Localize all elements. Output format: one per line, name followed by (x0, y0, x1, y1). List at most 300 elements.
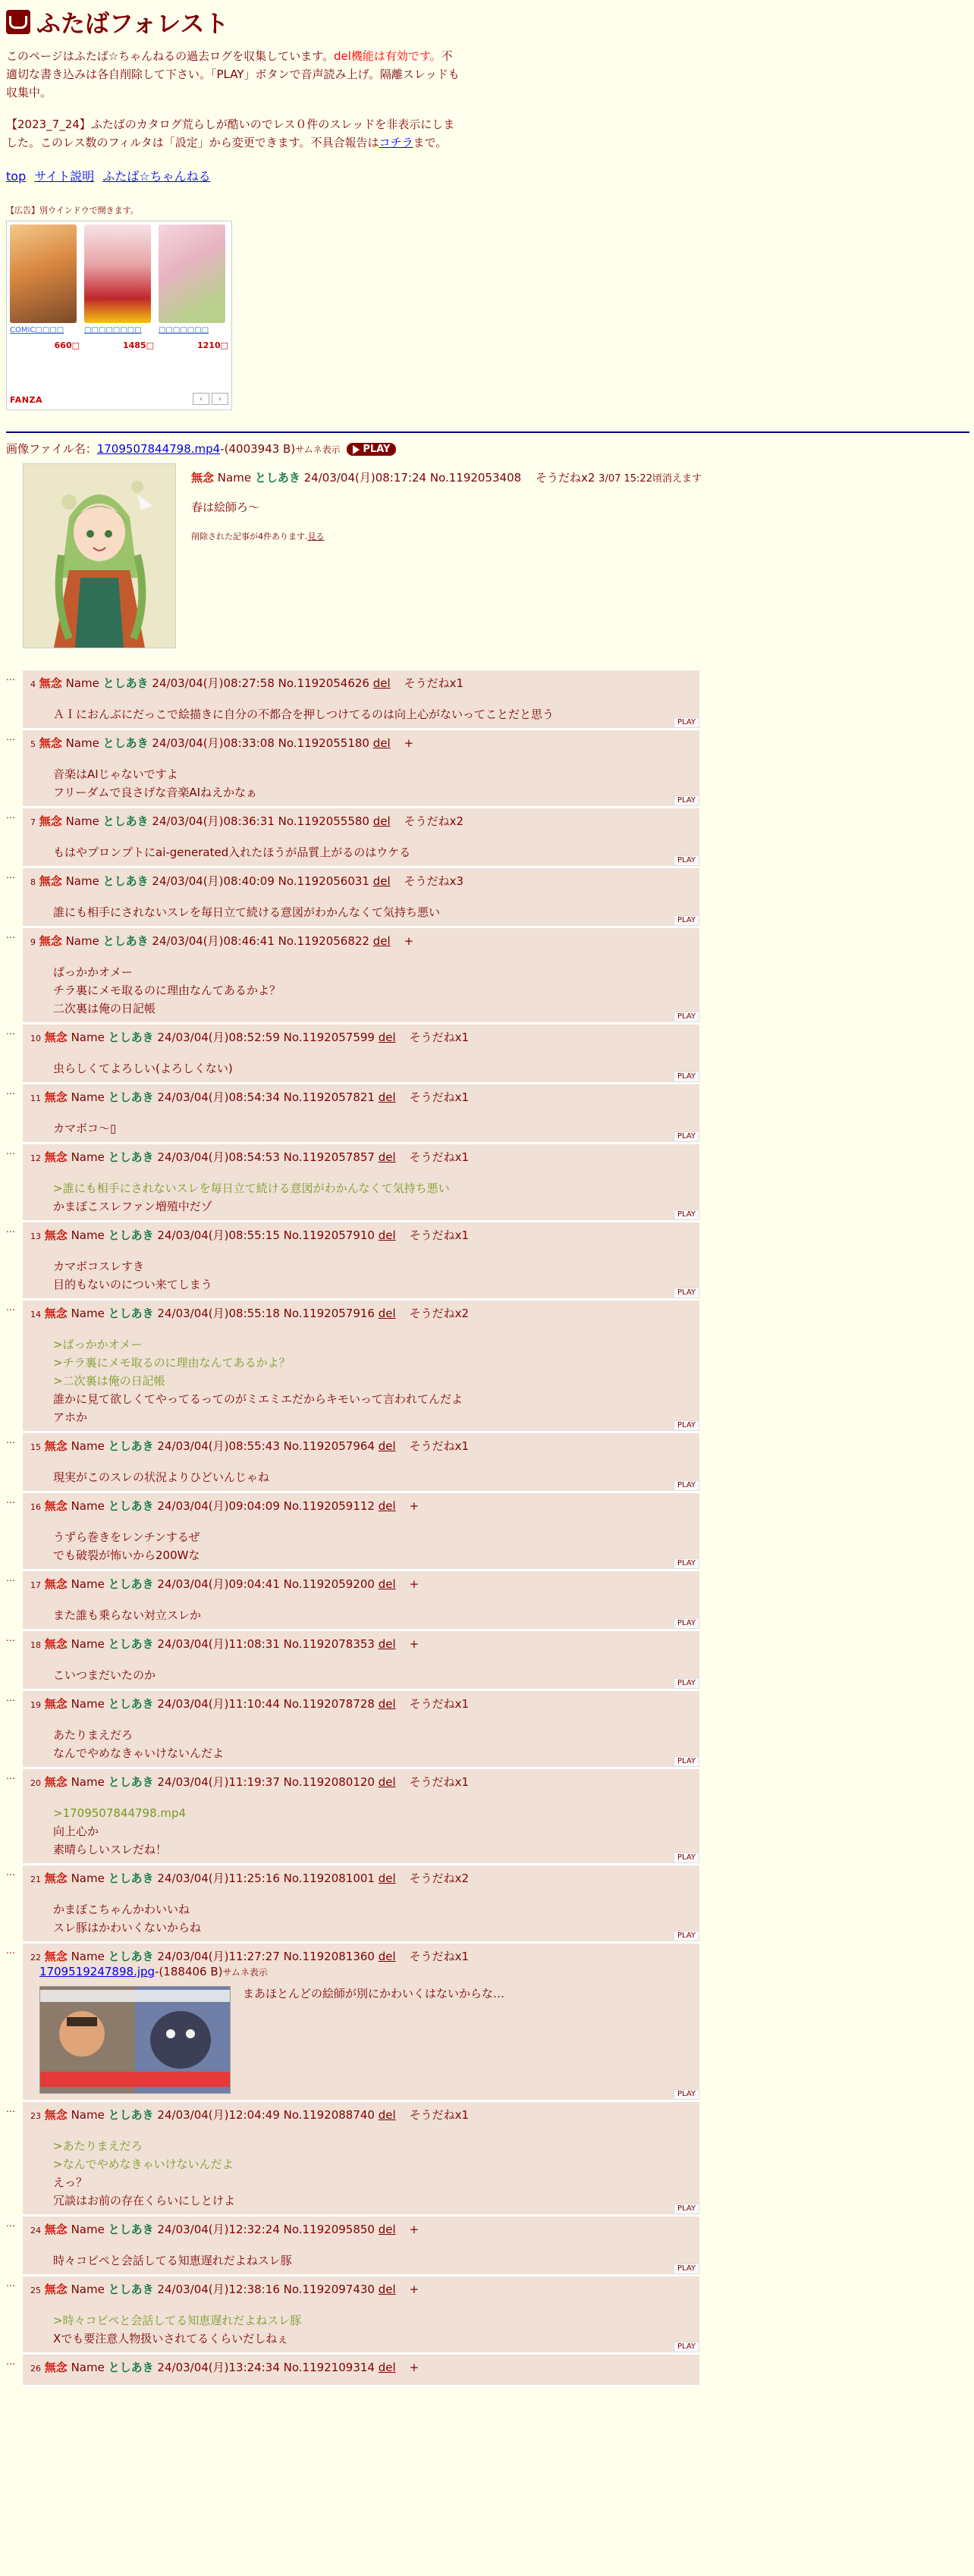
reply-header (30, 1498, 419, 1514)
ad-cover-image[interactable] (159, 224, 225, 323)
name-label: Name (65, 736, 99, 750)
soudane-button[interactable]: そうだねx1 (409, 1150, 470, 1164)
reply-header (30, 735, 413, 751)
reply-play-button[interactable]: PLAY (674, 1288, 699, 1298)
reply-play-button[interactable]: PLAY (674, 1756, 699, 1767)
reply-indent-dots: … (6, 2356, 14, 2367)
soudane-button[interactable]: そうだねx2 (404, 814, 464, 828)
reply-header (30, 2107, 469, 2123)
op-play-button[interactable] (347, 443, 396, 456)
reply-indent-dots: … (6, 1302, 14, 1313)
ad-prev-button[interactable]: ‹ (193, 393, 209, 405)
reply-play-button[interactable]: PLAY (674, 1678, 699, 1689)
show-deleted-link[interactable]: 見る (307, 532, 325, 541)
message-line: 誰にも相手にされないスレを毎日立て続ける意図がわかんなくて気持ち悪い (53, 905, 441, 919)
reply-subject: 無念 (44, 1031, 68, 1044)
del-link[interactable]: del (378, 1150, 396, 1164)
fanza-logo[interactable]: FANZA (10, 395, 42, 405)
intro-text-a: このページはふたば☆ちゃんねるの過去ログを収集しています。 (6, 49, 334, 63)
reply-box (23, 808, 699, 868)
reply-number: 11 (30, 1093, 41, 1103)
del-link[interactable]: del (378, 2283, 396, 2296)
ad-cover-image[interactable] (84, 224, 151, 323)
reply-box (23, 2102, 699, 2217)
op-poster-name: としあき (254, 471, 300, 485)
reply-thumbnail-art (40, 1987, 230, 2093)
message-line: あたりまえだろ (53, 1728, 134, 1742)
reply-indent-dots: … (6, 1146, 14, 1156)
del-link[interactable]: del (378, 1090, 396, 1104)
reply-number: 7 (30, 817, 36, 827)
reply-box (23, 1571, 699, 1631)
reply-number: 20 (30, 1778, 41, 1788)
reply-poster-name: としあき (108, 1697, 154, 1711)
reply-box (23, 1144, 699, 1222)
reply-subject: 無念 (44, 1697, 68, 1711)
deleted-notice-text: 削除された記事が4件あります. (191, 532, 308, 541)
reply-box (23, 1084, 699, 1144)
reply-poster-name: としあき (108, 2283, 154, 2296)
soudane-button[interactable]: そうだねx1 (409, 1228, 470, 1242)
reply-indent-dots: … (6, 1224, 14, 1235)
message-line: なんでやめなきゃいけないんだよ (53, 1746, 225, 1760)
op-header (191, 469, 702, 485)
name-label: Name (71, 2108, 105, 2122)
reply-subject: 無念 (44, 2283, 68, 2296)
reply-subject: 無念 (44, 1090, 68, 1104)
reply-header (30, 2221, 419, 2237)
ad-next-button[interactable]: › (212, 393, 228, 405)
reply-message (53, 2137, 235, 2210)
reply-datetime: 24/03/04(月)09:04:09 No.1192059112 (157, 1499, 375, 1513)
reply-number: 19 (30, 1700, 41, 1710)
reply-header (30, 1576, 419, 1592)
reply-indent-dots: … (6, 1633, 14, 1643)
reply-number: 13 (30, 1232, 41, 1241)
reply-subject: 無念 (44, 2361, 68, 2374)
message-line: カマボコ〜▯ (53, 1122, 117, 1135)
reply-indent-dots: … (6, 1026, 14, 1037)
reply-box (23, 1222, 699, 1301)
ad-item[interactable] (159, 224, 228, 350)
reply-poster-name: としあき (108, 1499, 154, 1513)
nav-futaba-link[interactable]: ふたば☆ちゃんねる (102, 169, 211, 184)
reply-play-button[interactable]: PLAY (674, 1931, 699, 1941)
del-link[interactable]: del (372, 934, 391, 948)
reply-number: 17 (30, 1580, 41, 1590)
nav-links (6, 167, 968, 184)
reply-indent-dots: … (6, 2104, 14, 2114)
name-label: Name (71, 2223, 105, 2236)
message-line: まあほとんどの絵師が別にかわいくはないからな… (243, 1987, 505, 2000)
message-line: ばっかかオメー (53, 965, 133, 979)
name-label: Name (71, 1577, 105, 1591)
message-line: チラ裏にメモ取るのに理由なんてあるかよ？ (53, 984, 281, 997)
message-line: 向上心か (53, 1825, 99, 1838)
site-title: ふたばフォレスト (36, 9, 229, 38)
message-line: 音楽はAIじゃないですよ (53, 767, 178, 781)
reply-message (53, 1059, 233, 1078)
reply-datetime: 24/03/04(月)12:38:16 No.1192097430 (157, 2283, 375, 2296)
reply-poster-name: としあき (108, 1090, 154, 1104)
reply-poster-name: としあき (102, 736, 149, 750)
op-play-label: PLAY (363, 444, 391, 455)
reply-message (53, 2311, 301, 2348)
reply-box (23, 2217, 699, 2276)
name-label: Name (65, 676, 99, 690)
reply-play-button[interactable]: PLAY (674, 1012, 699, 1022)
ad-item-name[interactable]: □□□□□□□□ (84, 326, 142, 334)
reply-indent-dots: … (6, 672, 14, 682)
reply-poster-name: としあき (108, 1228, 154, 1242)
reply-datetime: 24/03/04(月)11:19:37 No.1192080120 (157, 1775, 375, 1789)
reply-post (6, 670, 699, 730)
name-label: Name (71, 1775, 105, 1789)
reply-number: 23 (30, 2111, 41, 2121)
soudane-button[interactable]: そうだねx3 (404, 874, 464, 888)
reply-subject: 無念 (44, 1150, 68, 1164)
soudane-button[interactable]: そうだねx1 (409, 1031, 470, 1044)
ad-label: 【広告】別ウインドウで開きます。 (6, 206, 139, 215)
name-label: Name (71, 2361, 105, 2374)
reply-datetime: 24/03/04(月)08:55:15 No.1192057910 (157, 1228, 375, 1242)
reply-post (6, 2276, 699, 2355)
reply-play-button[interactable]: PLAY (674, 1853, 699, 1863)
reply-poster-name: としあき (108, 1031, 154, 1044)
del-link[interactable]: del (378, 2108, 396, 2122)
reply-box (23, 1691, 699, 1769)
reply-post (6, 1084, 699, 1144)
quote-line: >あたりまえだろ (53, 2139, 143, 2153)
reply-header (30, 1870, 469, 1886)
del-link[interactable]: del (378, 1577, 396, 1591)
reply-play-button[interactable]: PLAY (674, 915, 699, 926)
soudane-button[interactable]: そうだねx2 (409, 1872, 470, 1885)
reply-datetime: 24/03/04(月)11:27:27 No.1192081360 (157, 1950, 375, 1963)
message-line: うずら巻きをレンチンするぜ (53, 1530, 200, 1544)
reply-poster-name: としあき (102, 874, 149, 888)
reply-play-button[interactable]: PLAY (674, 1618, 699, 1629)
reply-poster-name: としあき (108, 1775, 154, 1789)
reply-subject: 無念 (39, 736, 62, 750)
reply-subject: 無念 (44, 2108, 68, 2122)
reply-box (23, 1301, 699, 1433)
reply-message (243, 1985, 504, 2003)
soudane-button[interactable]: + (404, 934, 414, 948)
del-link[interactable]: del (372, 676, 391, 690)
reply-box (23, 1944, 699, 2102)
reply-message (53, 1666, 156, 1684)
reply-poster-name: としあき (108, 2361, 154, 2374)
reply-indent-dots: … (6, 1086, 14, 1097)
name-label: Name (71, 1439, 105, 1453)
reply-message (53, 2251, 292, 2270)
name-label: Name (65, 934, 99, 948)
reply-indent-dots: … (6, 2278, 14, 2289)
ad-item-name[interactable]: □□□□□□□ (159, 326, 209, 334)
del-link[interactable]: del (378, 1031, 396, 1044)
message-line: かまぼこスレファン増殖中だゾ (53, 1200, 212, 1213)
ad-item-price: 1210□ (196, 340, 228, 350)
message-line: 二次裏は俺の日記帳 (53, 1002, 156, 1015)
deleted-notice (191, 530, 702, 542)
reply-subject: 無念 (39, 934, 62, 948)
del-link[interactable]: del (378, 1499, 396, 1513)
reply-post (6, 1493, 699, 1571)
soudane-button[interactable]: そうだねx2 (409, 1307, 470, 1320)
reply-message (53, 1804, 186, 1859)
reply-play-button[interactable]: PLAY (674, 1558, 699, 1569)
reply-file-size: -(188406 B) (155, 1965, 223, 1978)
reply-thumbnail[interactable] (39, 1986, 231, 2094)
reply-message (53, 1468, 269, 1486)
soudane-button[interactable]: そうだねx1 (409, 1439, 470, 1453)
message-line: 目的もないのについ来てしまう (53, 1278, 212, 1291)
message-line: アホか (53, 1410, 88, 1424)
reply-indent-dots: … (6, 1693, 14, 1703)
reply-subject: 無念 (44, 1499, 68, 1513)
name-label: Name (217, 471, 252, 485)
futaba-leaf-icon (6, 10, 30, 34)
reply-message (53, 1726, 224, 1762)
reply-subject: 無念 (44, 2223, 68, 2236)
reply-play-button[interactable]: PLAY (674, 2204, 699, 2214)
reply-post (6, 730, 699, 808)
reply-message (53, 1335, 463, 1426)
reply-message (53, 1900, 201, 1937)
reply-number: 15 (30, 1442, 41, 1452)
reply-subject: 無念 (44, 1228, 68, 1242)
del-link[interactable]: del (378, 1697, 396, 1711)
reply-number: 8 (30, 877, 36, 887)
reply-datetime: 24/03/04(月)08:46:41 No.1192056822 (152, 934, 369, 948)
intro-text (6, 47, 461, 102)
reply-datetime: 24/03/04(月)08:54:53 No.1192057857 (157, 1150, 375, 1164)
op-expire-notice: 3/07 15:22頃消えます (599, 473, 702, 485)
ad-item[interactable] (84, 224, 154, 350)
announcement-text: 【2023_7_24】ふたばのカタログ荒らしが酷いのでレス０件のスレッドを非表示にしました。このレス数のフィルタは「設定」から変更できます。不具合報告は (6, 118, 455, 149)
message-line: フリーダムで良さげな音楽AIねえかなぁ (53, 786, 258, 799)
quote-line: >ばっかかオメー (53, 1338, 143, 1351)
message-line: スレ豚はかわいくないからね (53, 1921, 202, 1934)
reply-post (6, 2102, 699, 2217)
del-link[interactable]: del (378, 1950, 396, 1963)
soudane-button[interactable]: そうだねx1 (409, 1697, 470, 1711)
reply-message (53, 843, 410, 861)
reply-header (30, 873, 463, 889)
reply-message (53, 705, 554, 723)
soudane-button[interactable]: + (409, 1577, 419, 1591)
soudane-button[interactable]: + (409, 1499, 419, 1513)
op-thumbnail-art (24, 464, 175, 648)
reply-number: 18 (30, 1640, 41, 1650)
reply-box (23, 2355, 699, 2387)
reply-post (6, 928, 699, 1024)
name-label: Name (71, 1872, 105, 1885)
soudane-button[interactable]: + (409, 1637, 419, 1651)
reply-post (6, 1433, 699, 1493)
reply-poster-name: としあき (108, 1637, 154, 1651)
nav-about-link[interactable]: サイト説明 (34, 169, 95, 184)
del-link[interactable]: del (372, 736, 391, 750)
del-link[interactable]: del (378, 1775, 396, 1789)
del-link[interactable]: del (378, 1307, 396, 1320)
play-icon (353, 445, 360, 454)
del-link[interactable]: del (378, 1637, 396, 1651)
ad-item[interactable] (10, 224, 80, 350)
reply-poster-name: としあき (102, 814, 149, 828)
soudane-button[interactable]: そうだねx1 (409, 1775, 470, 1789)
reply-header (30, 675, 463, 691)
reply-box (23, 1865, 699, 1944)
soudane-button[interactable]: + (409, 2283, 419, 2296)
reply-subject: 無念 (44, 1872, 68, 1885)
message-line: こいつまだいたのか (53, 1668, 156, 1682)
ad-item-name[interactable]: COMIC□□□□ (10, 326, 64, 334)
reply-indent-dots: … (6, 732, 14, 742)
reply-play-button[interactable]: PLAY (674, 855, 699, 866)
reply-post (6, 2217, 699, 2276)
reply-datetime: 24/03/04(月)11:10:44 No.1192078728 (157, 1697, 375, 1711)
reply-play-button[interactable]: PLAY (674, 1420, 699, 1431)
name-label: Name (65, 814, 99, 828)
reply-datetime: 24/03/04(月)08:55:18 No.1192057916 (157, 1307, 375, 1320)
reply-thumb-label: サムネ表示 (222, 1967, 268, 1978)
del-link[interactable]: del (378, 1439, 396, 1453)
reply-subject: 無念 (44, 1577, 68, 1591)
soudane-button[interactable]: + (409, 2223, 419, 2236)
op-message: 春は絵師ろ〜 (191, 500, 260, 514)
quote-line: >チラ裏にメモ取るのに理由なんてあるかよ？ (53, 1356, 291, 1370)
op-thumbnail[interactable] (23, 463, 176, 648)
reply-number: 9 (30, 937, 36, 947)
message-line: 冗談はお前の存在くらいにしとけよ (53, 2194, 236, 2207)
message-line: 素晴らしいスレだね！ (53, 1843, 168, 1856)
op-soudane-button[interactable]: そうだねx2 (535, 471, 595, 485)
reply-number: 22 (30, 1953, 41, 1963)
message-line: もはやプロンプトにai-generated入れたほうが品質上がるのはウケる (53, 846, 411, 859)
reply-header (30, 1948, 469, 1964)
del-link[interactable]: del (378, 1872, 396, 1885)
reply-subject: 無念 (39, 676, 62, 690)
reply-header (30, 1636, 419, 1652)
reply-datetime: 24/03/04(月)08:36:31 No.1192055580 (152, 814, 369, 828)
reply-datetime: 24/03/04(月)08:33:08 No.1192055180 (152, 736, 369, 750)
reply-play-button[interactable]: PLAY (674, 2264, 699, 2274)
name-label: Name (71, 1307, 105, 1320)
reply-indent-dots: … (6, 1945, 14, 1956)
intro-del-notice: del機能は有効です。 (333, 49, 441, 63)
quote-line: >二次裏は俺の日記帳 (53, 1374, 165, 1388)
reply-message (53, 1257, 212, 1294)
reply-indent-dots: … (6, 1867, 14, 1878)
del-link[interactable]: del (372, 814, 391, 828)
announcement (6, 115, 461, 152)
reply-poster-name: としあき (108, 1150, 154, 1164)
name-label: Name (71, 1499, 105, 1513)
reply-number: 24 (30, 2226, 41, 2236)
message-line: でも破裂が怖いから200Wな (53, 1548, 200, 1562)
reply-play-button[interactable]: PLAY (674, 2342, 699, 2352)
reply-message (53, 1606, 201, 1624)
reply-poster-name: としあき (108, 2223, 154, 2236)
ad-item-price: 660□ (54, 340, 80, 350)
reply-box (23, 1024, 699, 1084)
op-file-link[interactable]: 1709507844798.mp4 (96, 442, 221, 456)
soudane-button[interactable]: そうだねx1 (409, 1090, 470, 1104)
ad-cover-image[interactable] (10, 224, 77, 323)
reply-message (53, 1528, 200, 1564)
reply-post (6, 1571, 699, 1631)
reply-number: 16 (30, 1502, 41, 1512)
message-line: カマボコスレすき (53, 1260, 145, 1273)
reply-box (23, 670, 699, 730)
name-label: Name (71, 1228, 105, 1242)
divider (6, 431, 969, 433)
reply-file-link[interactable]: 1709519247898.jpg (39, 1965, 156, 1978)
reply-datetime: 24/03/04(月)11:08:31 No.1192078353 (157, 1637, 375, 1651)
reply-play-button[interactable]: PLAY (674, 1131, 699, 1142)
reply-play-button[interactable]: PLAY (674, 1480, 699, 1491)
op-datetime: 24/03/04(月)08:17:24 No.1192053408 (303, 471, 522, 485)
reply-box (23, 730, 699, 808)
name-label: Name (71, 1090, 105, 1104)
del-link[interactable]: del (372, 874, 391, 888)
quote-line: >時々コピペと会話してる知恵遅れだよねスレ豚 (53, 2314, 302, 2327)
reply-header (30, 813, 463, 829)
reply-poster-name: としあき (108, 1577, 154, 1591)
message-line: えっ？ (53, 2176, 88, 2189)
del-link[interactable]: del (378, 2361, 396, 2374)
name-label: Name (65, 874, 99, 888)
reply-box (23, 1433, 699, 1493)
file-label: 画像ファイル名： (6, 442, 97, 456)
reply-file-line (39, 1965, 268, 1978)
reply-header (30, 933, 413, 949)
bug-report-link[interactable]: コチラ (379, 136, 413, 149)
reply-post (6, 1944, 699, 2102)
reply-indent-dots: … (6, 2218, 14, 2229)
reply-datetime: 24/03/04(月)09:04:41 No.1192059200 (157, 1577, 375, 1591)
reply-play-button[interactable]: PLAY (674, 717, 699, 728)
reply-play-button[interactable]: PLAY (674, 1072, 699, 1082)
soudane-button[interactable]: + (404, 736, 414, 750)
del-link[interactable]: del (378, 1228, 396, 1242)
soudane-button[interactable]: そうだねx1 (409, 1950, 470, 1963)
reply-play-button[interactable]: PLAY (674, 2089, 699, 2100)
nav-top-link[interactable]: top (6, 169, 27, 184)
message-line: 誰かに見て欲しくてやってるってのがミエミエだからキモいって言われてんだよ (53, 1392, 463, 1406)
reply-poster-name: としあき (108, 1307, 154, 1320)
soudane-button[interactable]: そうだねx1 (404, 676, 464, 690)
del-link[interactable]: del (378, 2223, 396, 2236)
reply-poster-name: としあき (102, 934, 149, 948)
reply-play-button[interactable]: PLAY (674, 795, 699, 806)
reply-play-button[interactable]: PLAY (674, 1210, 699, 1220)
message-line: Xでも要注意人物扱いされてるくらいだしねぇ (53, 2332, 289, 2345)
reply-datetime: 24/03/04(月)08:40:09 No.1192056031 (152, 874, 369, 888)
op-file-size: -(4003943 B) (220, 442, 296, 456)
reply-post (6, 1865, 699, 1944)
soudane-button[interactable]: そうだねx1 (409, 2108, 470, 2122)
reply-indent-dots: … (6, 810, 14, 820)
reply-message (53, 1119, 116, 1137)
name-label: Name (71, 1031, 105, 1044)
reply-number: 12 (30, 1153, 41, 1163)
soudane-button[interactable]: + (409, 2361, 419, 2374)
reply-number: 10 (30, 1034, 41, 1043)
intro-text-b: 不適切な書き込みは各自削除して下さい。「PLAY」ボタンで音声読み上げ。隔離スレッドも収集中。 (6, 49, 460, 99)
